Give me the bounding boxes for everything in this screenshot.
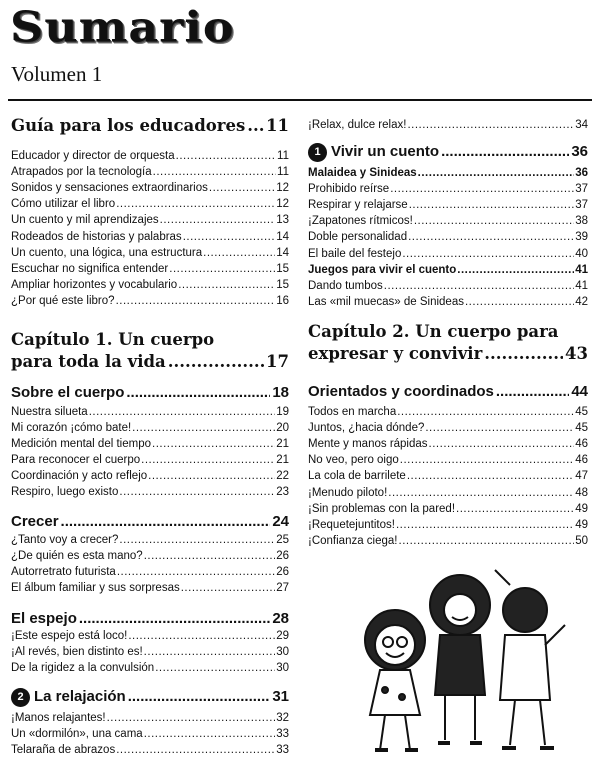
- toc-entry-page: 15: [276, 278, 289, 291]
- volume-label: Volumen 1: [11, 62, 103, 86]
- dot-leader: [418, 166, 575, 180]
- toc-entry-label: La cola de barrilete: [308, 470, 406, 483]
- section-number-badge: 2: [11, 688, 30, 707]
- toc-entry-label: Un cuento y mil aprendizajes: [11, 214, 159, 227]
- toc-entry[interactable]: [308, 182, 588, 196]
- dot-leader: [119, 485, 275, 499]
- toc-entry-page: 39: [575, 231, 588, 244]
- toc-entry[interactable]: [308, 534, 588, 548]
- toc-entry[interactable]: [308, 230, 588, 244]
- toc-entry-page: 47: [575, 470, 588, 483]
- header-divider: [8, 99, 592, 101]
- toc-entry-label: Respirar y relajarse: [308, 199, 408, 212]
- dot-leader: [176, 149, 276, 163]
- toc-entry[interactable]: [308, 421, 588, 435]
- toc-entry[interactable]: [11, 661, 289, 675]
- dot-leader: [117, 565, 275, 579]
- toc-entry-page: 15: [276, 262, 289, 275]
- toc-heading-la-relajacion[interactable]: 2 La relajación ..... 31: [11, 688, 289, 708]
- toc-entry-label: Un cuento, una lógica, una estructura: [11, 246, 203, 259]
- toc-entry[interactable]: [308, 486, 588, 500]
- toc-entry-label: ¿De quién es esta mano?: [11, 550, 143, 562]
- dot-leader: [402, 247, 574, 261]
- toc-entry-label: ¡Al revés, bien distinto es!: [11, 646, 143, 658]
- dot-leader: [141, 453, 275, 467]
- toc-entry-label: El baile del festejo: [308, 247, 402, 260]
- toc-heading-capitulo-1[interactable]: Capítulo 1. Un cuerpo para toda la vida ..... 17: [11, 330, 289, 372]
- toc-entry[interactable]: [308, 453, 588, 467]
- dot-leader: [407, 469, 574, 483]
- toc-entry-label: Para reconocer el cuerpo: [11, 454, 141, 466]
- dot-leader: [408, 230, 574, 244]
- toc-entry-page: 23: [276, 486, 289, 498]
- toc-entry[interactable]: [11, 405, 289, 419]
- toc-entry-label: Malaidea y Sinideas: [308, 167, 417, 179]
- dot-leader: [456, 502, 574, 516]
- toc-entry[interactable]: [11, 549, 289, 563]
- dot-leader: [128, 629, 275, 643]
- toc-entry[interactable]: [11, 727, 289, 741]
- toc-entry[interactable]: [308, 295, 588, 309]
- toc-entry-page: 36: [575, 167, 588, 179]
- toc-entry[interactable]: [308, 263, 588, 277]
- toc-entry-label: Rodeados de historias y palabras: [11, 230, 182, 243]
- toc-entry[interactable]: [11, 581, 289, 595]
- toc-heading-crecer[interactable]: Crecer ..... 24: [11, 513, 289, 531]
- toc-entry-label: ¿Por qué este libro?: [11, 294, 115, 307]
- dot-leader: [178, 278, 275, 292]
- toc-entry-page: 46: [575, 438, 588, 451]
- toc-entry-label: ¡Requetejuntitos!: [308, 518, 395, 531]
- toc-entry[interactable]: [11, 197, 289, 211]
- toc-entry-label: Escuchar no significa entender: [11, 262, 169, 275]
- toc-entry-label: Cómo utilizar el libro: [11, 198, 116, 211]
- toc-entry-page: 13: [276, 214, 289, 227]
- toc-entry-label: El álbum familiar y sus sorpresas: [11, 582, 180, 594]
- children-illustration: [350, 565, 590, 765]
- toc-entry-label: De la rigidez a la convulsión: [11, 662, 155, 674]
- toc-entry[interactable]: [11, 246, 289, 260]
- toc-entry-page: 22: [276, 470, 289, 482]
- toc-entry[interactable]: [11, 469, 289, 483]
- toc-entry-label: Mente y manos rápidas: [308, 438, 428, 451]
- dot-leader: [429, 437, 575, 451]
- toc-entry-page: 45: [575, 422, 588, 435]
- dot-leader: [155, 661, 275, 675]
- toc-entry-page: 14: [276, 246, 289, 259]
- toc-entry-label: Todos en marcha: [308, 406, 397, 418]
- dot-leader: [399, 534, 575, 548]
- toc-entry-page: 19: [276, 406, 289, 418]
- toc-entry[interactable]: [11, 230, 289, 244]
- toc-entry[interactable]: [308, 502, 588, 516]
- toc-entry-label: Autorretrato futurista: [11, 566, 116, 578]
- dot-leader: [144, 645, 276, 659]
- toc-entry[interactable]: [308, 518, 588, 532]
- toc-entry[interactable]: [11, 645, 289, 659]
- toc-entry-label: Doble personalidad: [308, 231, 408, 244]
- dot-leader: [465, 295, 574, 309]
- dot-leader: [183, 230, 276, 244]
- dot-leader: [152, 437, 275, 451]
- dot-leader: [107, 711, 276, 725]
- toc-entry[interactable]: [11, 213, 289, 227]
- dot-leader: [144, 549, 276, 563]
- toc-entry[interactable]: [11, 149, 289, 163]
- toc-entry-page: 50: [575, 534, 588, 547]
- toc-entry[interactable]: [308, 469, 588, 483]
- toc-entry-page: 42: [575, 295, 588, 308]
- toc-entry-label: Un «dormilón», una cama: [11, 728, 143, 740]
- toc-entry-page: 46: [575, 454, 588, 467]
- toc-entry-page: 41: [575, 263, 588, 276]
- dot-leader: [181, 581, 275, 595]
- dot-leader: [116, 743, 275, 757]
- toc-entry[interactable]: [11, 453, 289, 467]
- toc-entry[interactable]: [11, 711, 289, 725]
- toc-entry-page: 14: [276, 230, 289, 243]
- toc-entry-label: Las «mil muecas» de Sinideas: [308, 295, 464, 308]
- toc-entry[interactable]: [11, 278, 289, 292]
- toc-entry-label: Atrapados por la tecnología: [11, 166, 152, 179]
- dot-leader: [425, 421, 574, 435]
- toc-entry-label: Medición mental del tiempo: [11, 438, 151, 450]
- toc-entry-label: Nuestra silueta: [11, 406, 88, 418]
- dot-leader: [390, 182, 574, 196]
- dot-leader: [119, 533, 275, 547]
- toc-entry-label: Juegos para vivir el cuento: [308, 263, 457, 276]
- toc-entry[interactable]: [308, 198, 588, 212]
- toc-entry-page: 45: [575, 406, 588, 418]
- toc-heading-sobre-el-cuerpo[interactable]: Sobre el cuerpo ..... 18: [11, 384, 289, 402]
- toc-heading-orientados[interactable]: Orientados y coordinados ..... 44: [308, 383, 588, 401]
- toc-entry-page: 41: [575, 279, 588, 292]
- toc-entry[interactable]: [11, 181, 289, 195]
- toc-entry[interactable]: [11, 165, 289, 179]
- toc-entry-page: 27: [276, 582, 289, 594]
- dot-leader: [388, 486, 574, 500]
- dot-leader: [89, 405, 275, 419]
- dot-leader: [457, 263, 574, 277]
- dot-leader: [132, 421, 275, 435]
- toc-heading-vivir-un-cuento[interactable]: 1 Vivir un cuento ..... 36: [308, 143, 588, 163]
- dot-leader: [153, 165, 276, 179]
- toc-entry-page: 21: [276, 438, 289, 450]
- dot-leader: [384, 279, 574, 293]
- toc-entry[interactable]: [11, 421, 289, 435]
- toc-entry-label: ¡Confianza ciega!: [308, 534, 398, 547]
- toc-entry-label: Sonidos y sensaciones extraordinarios: [11, 182, 208, 195]
- toc-heading-el-espejo[interactable]: El espejo ..... 28: [11, 610, 289, 628]
- page-title: Sumario: [10, 2, 235, 52]
- toc-heading-capitulo-2[interactable]: Capítulo 2. Un cuerpo para expresar y convivir ..... 43: [308, 322, 588, 364]
- toc-entry-page: 12: [276, 198, 289, 211]
- toc-heading-guia[interactable]: Guía para los educadores ..... 11: [11, 116, 289, 136]
- toc-entry[interactable]: [11, 565, 289, 579]
- toc-entry-label: Coordinación y acto reflejo: [11, 470, 148, 482]
- toc-entry-label: ¡Manos relajantes!: [11, 712, 106, 724]
- dot-leader: [397, 405, 574, 419]
- toc-entry-page: 49: [575, 502, 588, 515]
- toc-entry-label: ¡Menudo piloto!: [308, 486, 388, 499]
- toc-entry-page: 37: [575, 183, 588, 196]
- toc-entry[interactable]: [11, 437, 289, 451]
- dot-leader: [396, 518, 574, 532]
- toc-entry[interactable]: [308, 247, 588, 261]
- toc-entry-label: Ampliar horizontes y vocabulario: [11, 278, 178, 291]
- section-number-badge: 1: [308, 143, 327, 162]
- toc-entry-label: ¡Este espejo está loco!: [11, 630, 128, 642]
- toc-entry[interactable]: ¡Relax, dulce relax! ..... 34: [308, 118, 588, 132]
- toc-entry[interactable]: [11, 485, 289, 499]
- toc-entry-page: 20: [276, 422, 289, 434]
- dot-leader: [414, 214, 574, 228]
- toc-entry-page: 11: [277, 166, 289, 179]
- toc-entry-page: 40: [575, 247, 588, 260]
- toc-entry-page: 26: [276, 550, 289, 562]
- toc-entry[interactable]: [11, 262, 289, 276]
- toc-entry[interactable]: [308, 214, 588, 228]
- toc-entry-page: 32: [276, 712, 289, 724]
- dot-leader: [144, 727, 276, 741]
- toc-entry[interactable]: [308, 279, 588, 293]
- toc-entry-page: 33: [276, 728, 289, 740]
- toc-entry[interactable]: [11, 533, 289, 547]
- toc-entry-page: 21: [276, 454, 289, 466]
- toc-entry-page: 30: [276, 662, 289, 674]
- toc-entry-label: Respiro, luego existo: [11, 486, 119, 498]
- dot-leader: [400, 453, 574, 467]
- toc-entry-page: 16: [276, 294, 289, 307]
- dot-leader: [169, 262, 275, 276]
- toc-entry-page: 11: [277, 150, 289, 162]
- toc-entry-label: Telaraña de abrazos: [11, 744, 116, 756]
- toc-entry-label: ¿Tanto voy a crecer?: [11, 534, 119, 546]
- dot-leader: [209, 181, 275, 195]
- toc-entry[interactable]: [11, 743, 289, 757]
- toc-entry-label: ¡Zapatones rítmicos!: [308, 215, 413, 228]
- toc-entry-label: Prohibido reírse: [308, 183, 390, 196]
- toc-entry-page: 48: [575, 486, 588, 499]
- dot-leader: [409, 198, 575, 212]
- toc-entry-page: 29: [276, 630, 289, 642]
- toc-entry-label: Mi corazón ¡cómo bate!: [11, 422, 132, 434]
- toc-entry-page: 33: [276, 744, 289, 756]
- toc-entry-page: 25: [276, 534, 289, 546]
- toc-entry-page: 49: [575, 518, 588, 531]
- toc-entry-page: 30: [276, 646, 289, 658]
- toc-entry-page: 38: [575, 215, 588, 228]
- dot-leader: [148, 469, 275, 483]
- dot-leader: [203, 246, 275, 260]
- toc-entry[interactable]: [308, 166, 588, 180]
- toc-entry-label: Juntos, ¿hacia dónde?: [308, 422, 425, 435]
- toc-entry-page: 12: [276, 182, 289, 195]
- toc-entry-page: 26: [276, 566, 289, 578]
- toc-entry-label: Educador y director de orquesta: [11, 150, 175, 162]
- dot-leader: [116, 294, 276, 308]
- toc-entry[interactable]: [11, 629, 289, 643]
- toc-entry-label: No veo, pero oigo: [308, 454, 399, 467]
- dot-leader: [116, 197, 275, 211]
- toc-entry-label: ¡Sin problemas con la pared!: [308, 502, 456, 515]
- toc-entry[interactable]: [11, 294, 289, 308]
- toc-entry[interactable]: [308, 437, 588, 451]
- toc-entry-page: 37: [575, 199, 588, 212]
- toc-entry[interactable]: [308, 405, 588, 419]
- toc-entry-label: Dando tumbos: [308, 279, 383, 292]
- dot-leader: [160, 213, 276, 227]
